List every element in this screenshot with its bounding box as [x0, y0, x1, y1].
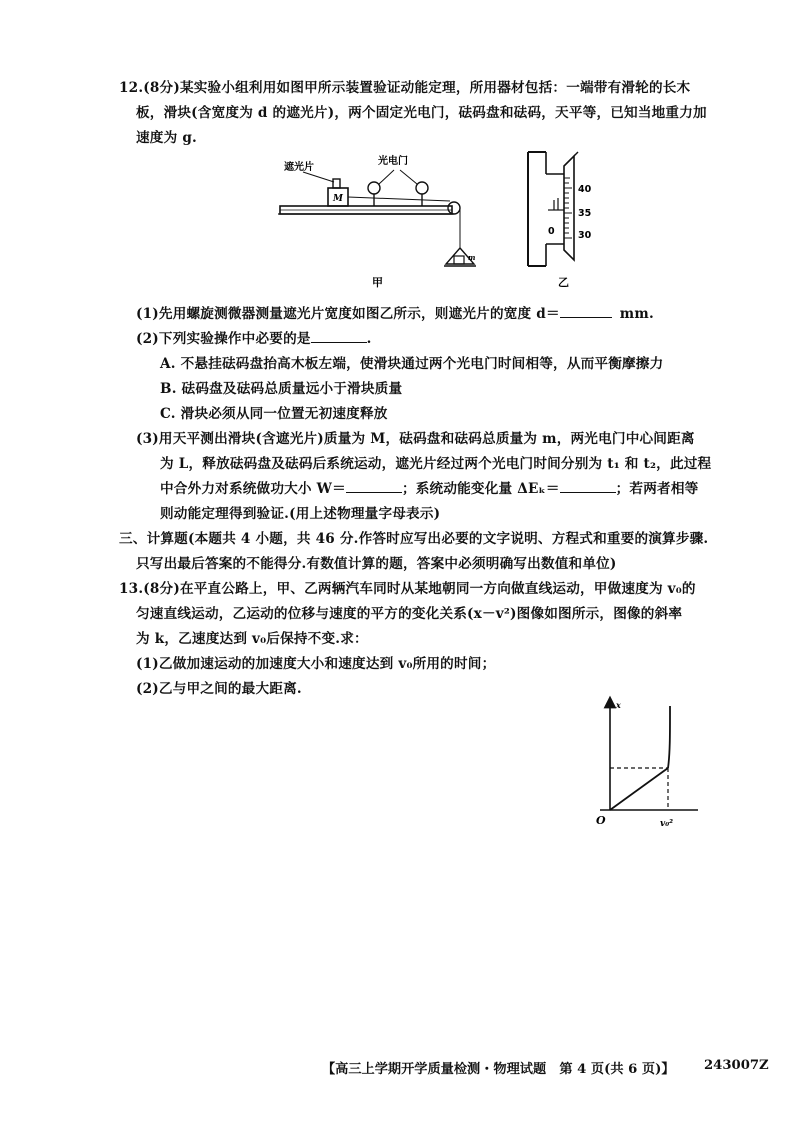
- option-a: A. 不悬挂砝码盘抬高木板左端，使滑块通过两个光电门时间相等，从而平衡摩擦力: [160, 356, 664, 372]
- photogate-2: [416, 182, 428, 194]
- label-block: M: [333, 194, 343, 204]
- y-axis-label: x: [616, 700, 621, 710]
- paper-code: 243007Z: [704, 1058, 769, 1073]
- q12-part-3-line-4: 则动能定理得到验证.(用上述物理量字母表示): [160, 506, 441, 522]
- caption-yi: 乙: [558, 276, 569, 289]
- caption-jia: 甲: [372, 276, 383, 289]
- q12-part-3-tail: ；若两者相等: [615, 481, 699, 497]
- q13-question-2: (2)乙与甲之间的最大距离.: [136, 681, 302, 697]
- q13-line-3: 为 k，乙速度达到 v₀后保持不变.求：: [136, 631, 368, 647]
- graph-line-accelerating: [610, 768, 668, 810]
- q12-part-3-w: 中合外力对系统做功大小 W＝: [160, 481, 346, 497]
- q12-part-2: [136, 329, 372, 349]
- label-shade: 遮光片: [284, 162, 314, 173]
- q13-line-2: 匀速直线运动，乙运动的位移与速度的平方的变化关系(x－v²)图像如图所示，图像的斜率: [136, 606, 683, 622]
- q13-question-1: (1)乙做加速运动的加速度大小和速度达到 v₀所用的时间；: [136, 656, 496, 672]
- answer-blank-choice[interactable]: [311, 330, 367, 343]
- figure-x-v2-graph: [586, 694, 706, 836]
- q12-part-3-line-2: 为 L，释放砝码盘及砝码后系统运动，遮光片经过两个光电门时间分别为 t₁ 和 t₂，此过程: [160, 456, 712, 472]
- answer-blank-d[interactable]: [560, 305, 612, 318]
- label-gate: 光电门: [378, 156, 408, 167]
- q13-line-1: 13.(8分)在平直公路上，甲、乙两辆汽车同时从某地朝同一方向做直线运动，甲做速度为 v₀的: [119, 581, 696, 597]
- q12-part-3-line-1: (3)用天平测出滑块(含遮光片)质量为 M，砝码盘和砝码总质量为 m，两光电门中心间距离: [136, 431, 695, 447]
- shade-plate: [333, 179, 340, 188]
- graph-line-constant: [668, 706, 670, 768]
- photogate-1: [368, 182, 380, 194]
- q12-part-2-text: (2)下列实验操作中必要的是: [136, 331, 311, 347]
- q12-line-3: 速度为 g.: [136, 130, 197, 146]
- scale-30: 30: [578, 230, 592, 241]
- answer-blank-w[interactable]: [346, 480, 402, 493]
- pulley: [448, 202, 460, 214]
- page-footer: 【高三上学期开学质量检测・物理试题 第 4 页(共 6 页)】: [322, 1062, 675, 1077]
- q12-line-1: 12.(8分)某实验小组利用如图甲所示装置验证动能定理，所用器材包括：一端带有滑轮的长木: [119, 80, 691, 96]
- scale-40: 40: [578, 184, 592, 195]
- x-tick-label: v₀²: [660, 819, 674, 829]
- scale-0: 0: [548, 226, 555, 237]
- q12-part-1-text: (1)先用螺旋测微器测量遮光片宽度如图乙所示，则遮光片的宽度 d＝: [136, 306, 560, 322]
- scale-35: 35: [578, 208, 592, 219]
- option-c: C. 滑块必须从同一位置无初速度释放: [160, 406, 388, 422]
- q12-part-3-line-3: [160, 479, 698, 499]
- q12-part-1: [136, 304, 654, 324]
- label-weight: m: [468, 253, 476, 262]
- origin-label: O: [596, 814, 606, 827]
- figure-yi-micrometer: [518, 148, 618, 290]
- q12-part-1-unit: mm.: [619, 306, 654, 322]
- q12-line-2: 板，滑块(含宽度为 d 的遮光片)，两个固定光电门，砝码盘和砝码，天平等，已知当地重力加: [136, 105, 707, 121]
- section-3-instructions: 只写出最后答案的不能得分.有数值计算的题，答案中必须明确写出数值和单位): [136, 556, 617, 572]
- figure-jia-apparatus: [276, 148, 476, 290]
- q12-part-2-end: .: [366, 331, 372, 347]
- answer-blank-ek[interactable]: [560, 480, 616, 493]
- q12-part-3-ek: ；系统动能变化量 ΔEₖ＝: [401, 481, 560, 497]
- option-b: B. 砝码盘及砝码总质量远小于滑块质量: [160, 381, 403, 397]
- section-3-heading: 三、计算题(本题共 4 小题，共 46 分.作答时应写出必要的文字说明、方程式和重要的演算步骤.: [119, 531, 709, 547]
